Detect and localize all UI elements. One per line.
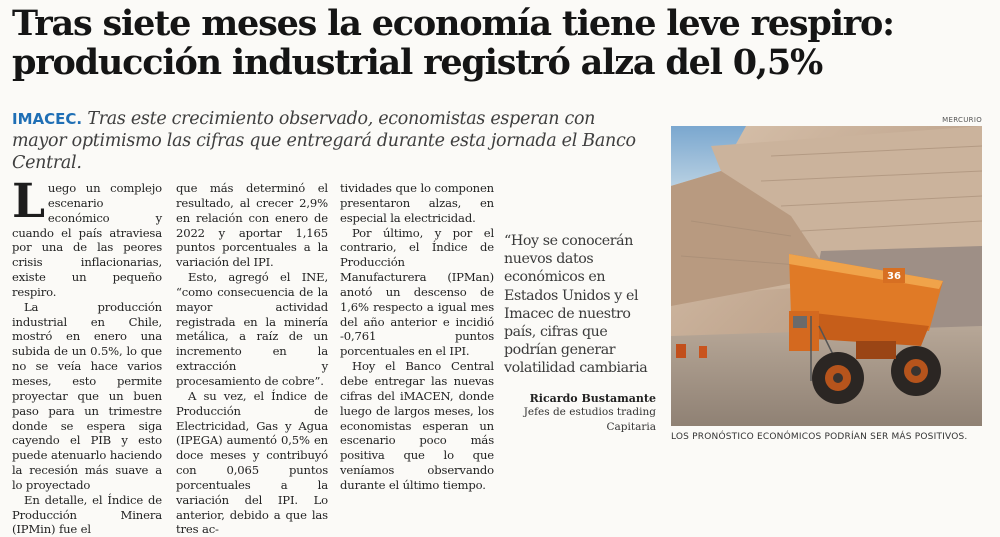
paragraph: Por último, y por el contrario, el Índice de Producción Manufacturera (IPMan) anotó un descenso de 1,6% respecto a igual mes del año anterior e incidió -0,761 puntos porcentuales en el IPI. xyxy=(340,225,494,359)
paragraph: En detalle, el Índice de Producción Minera (IPMin) fue el xyxy=(12,492,162,537)
paragraph: que más determinó el resultado, al crecer 2,9% en relación con enero de 2022 y aportar 1,165 puntos porcentuales a la variación del IPI. xyxy=(176,181,328,270)
quote-author-role-line-2: Capitaria xyxy=(606,420,656,433)
photo-credit: MERCURIO xyxy=(942,116,982,124)
paragraph: Hoy el Banco Central debe entregar las nuevas cifras del iMACEN, donde luego de largos meses, los economistas esperan un escenario poco más positiva que lo que veníamos observando durante el último tiempo. xyxy=(340,359,494,492)
headline-line-1: Tras siete meses la economía tiene leve respiro: xyxy=(12,3,894,44)
paragraph: A su vez, el Índice de Producción de Electricidad, Gas y Agua (IPEGA) aumentó 0,5% en doce meses y contribuyó con 0,065 puntos porcentuales a la variación del IPI. Lo anterior, debido a que las tres ac- xyxy=(176,388,328,537)
quote-author-role-line-1: Jefes de estudios trading xyxy=(523,405,656,418)
article-column-3 xyxy=(340,181,494,493)
pull-quote-text: “Hoy se conocerán nuevos datos económicos en Estados Unidos y el Imacec de nuestro país, cifras que podrían generar volatilidad cambiaria xyxy=(504,233,648,377)
quote-author: Ricardo Bustamante xyxy=(529,391,656,405)
paragraph xyxy=(12,174,162,300)
lead-text: Tras este crecimiento observado, economistas esperan con mayor optimismo las cifras que entregará durante esta jornada el Banco Central. xyxy=(12,109,636,173)
photo-caption: LOS PRONÓSTICO ECONÓMICOS PODRÍAN SER MÁS POSITIVOS. xyxy=(671,432,968,442)
truck-number: 36 xyxy=(887,271,901,282)
mine-scene-illustration xyxy=(671,126,982,426)
quote-author-role xyxy=(504,405,656,435)
paragraph: La producción industrial en Chile, mostró en enero una subida de un 0.5%, lo que no se veía hace varios meses, esto permite proyectar que un buen paso para un trimestre donde se espera siga cayendo el PIB y esto puede atenuarlo haciendo la recesión más suave a lo proyectado xyxy=(12,299,162,492)
drop-cap: L xyxy=(12,174,45,229)
paragraph: Esto, agregó el INE, “como consecuencia de la mayor actividad registrada en la minería metálica, a raíz de un incremento en la extracción y procesamiento de cobre”. xyxy=(176,270,328,388)
lead-paragraph xyxy=(12,108,652,174)
headline-line-2: producción industrial registró alza del 0,5% xyxy=(12,42,823,83)
article-column-1 xyxy=(12,174,162,537)
mining-truck-photo xyxy=(671,126,982,426)
paragraph: tividades que lo componen presentaron alzas, en especial la electricidad. xyxy=(340,181,494,225)
section-tag: IMACEC. xyxy=(12,110,83,128)
headline xyxy=(12,4,988,82)
pull-quote xyxy=(504,232,656,435)
article-column-2 xyxy=(176,181,328,537)
paragraph-text: uego un complejo escenario económico y cuando el país atraviesa por una de las peores crisis inflacionarias, existe un pequeño respiro. xyxy=(12,181,162,299)
